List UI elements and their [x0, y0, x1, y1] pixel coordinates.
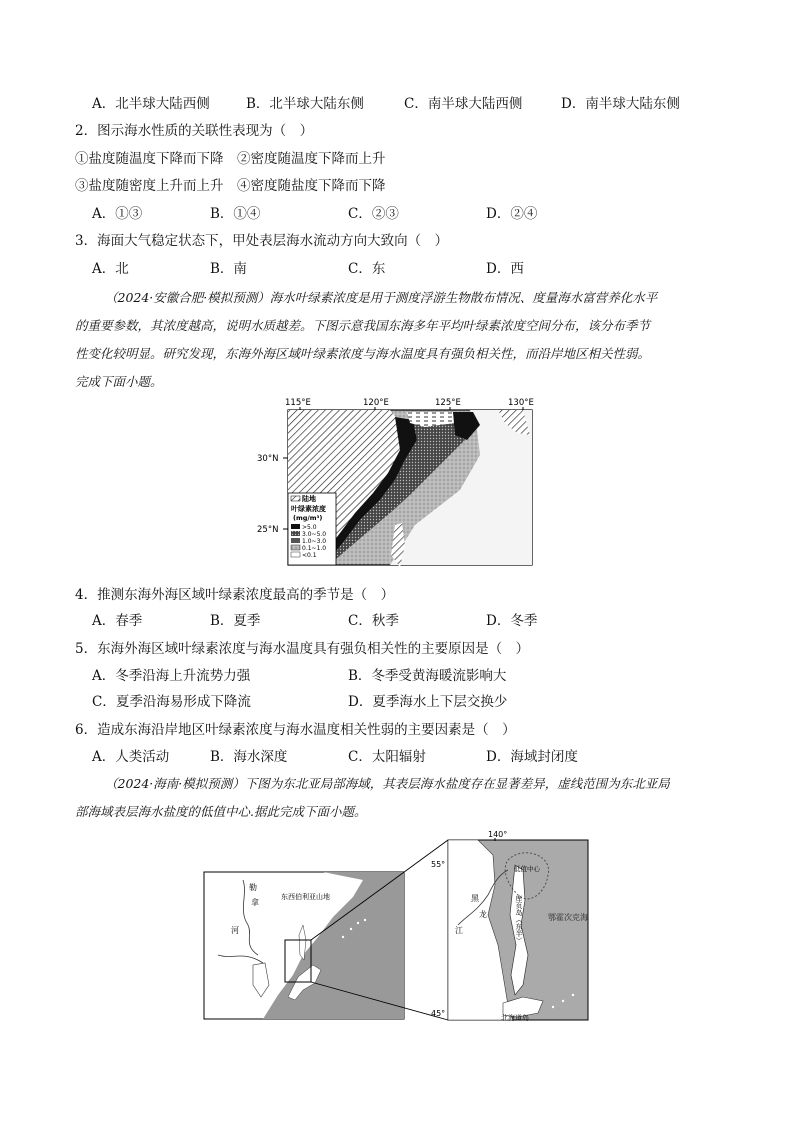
right-river-c: 江	[455, 926, 463, 935]
lon-label-140: 140°	[488, 830, 508, 839]
left-river-a: 勒	[249, 883, 257, 892]
q3-option-b[interactable]: B．南	[210, 261, 247, 277]
q6-option-a[interactable]: A．人类活动	[92, 749, 170, 765]
detail-map	[431, 830, 588, 1022]
q5-option-b[interactable]: B．冬季受黄海暖流影响大	[348, 668, 507, 684]
q2-option-c[interactable]: C．②③	[348, 206, 399, 222]
q4-option-c[interactable]: C．秋季	[348, 613, 399, 629]
hokkaido-label: 北海道岛	[501, 1014, 529, 1022]
lon-label-120: 120°E	[363, 398, 389, 408]
legend-class-5: <0.1	[302, 552, 317, 559]
lon-label-130: 130°E	[508, 398, 534, 408]
q3-stem: 3．海面大气稳定状态下，甲处表层海水流动方向大致向（ ）	[75, 233, 449, 249]
map-legend	[288, 493, 336, 565]
q5-option-c[interactable]: C．夏季沿海易形成下降流	[92, 694, 251, 710]
left-river-c: 河	[231, 926, 239, 935]
lat-label-30: 30°N	[257, 454, 279, 464]
q6-stem: 6．造成东海沿岸地区叶绿素浓度与海水温度相关性弱的主要因素是（ ）	[75, 722, 516, 738]
legend-class-2: 3.0~5.0	[302, 531, 327, 538]
passage-2	[75, 770, 725, 826]
q1-option-d[interactable]: D．南半球大陆东侧	[561, 96, 680, 112]
q4-option-a[interactable]: A．春季	[92, 613, 143, 629]
passage-1	[75, 284, 725, 396]
lon-label-115: 115°E	[285, 398, 311, 408]
right-river-b: 龙	[479, 910, 487, 919]
legend-title: 叶绿素浓度	[291, 505, 326, 513]
passage-1-line-3: 性变化较明显。研究发现，东海外海区域叶绿素浓度与海水温度具有强负相关性，而沿岸地区相关性弱。	[75, 346, 651, 361]
q4-stem: 4．推测东海外海区域叶绿素浓度最高的季节是（ ）	[75, 587, 395, 603]
q4-option-b[interactable]: B．夏季	[210, 613, 261, 629]
q4-option-d[interactable]: D．冬季	[486, 613, 538, 629]
legend-class-1: >5.0	[302, 524, 317, 531]
left-mountains: 东西伯利亚山地	[281, 893, 330, 901]
q5-option-d[interactable]: D．夏季海水上下层交换少	[348, 694, 508, 710]
legend-class-3: 1.0~3.0	[302, 538, 327, 545]
legend-class-4: 0.1~1.0	[302, 545, 327, 552]
left-river-b: 拿	[251, 898, 259, 907]
q2-option-b[interactable]: B．①④	[210, 206, 261, 222]
q2-statement-2: ③盐度随密度上升而上升 ④密度随盐度下降而下降	[75, 178, 386, 194]
q3-option-d[interactable]: D．西	[486, 261, 524, 277]
legend-unit: (mg/m³)	[293, 514, 323, 522]
okhotsk-sea-label: 鄂霍次克海	[548, 913, 588, 922]
q2-stem: 2．图示海水性质的关联性表现为（ ）	[75, 123, 314, 139]
passage-2-line-2: 部海域表层海水盐度的低值中心.据此完成下面小题。	[75, 804, 367, 819]
q6-option-b[interactable]: B．海水深度	[210, 749, 288, 765]
lat-label-25: 25°N	[257, 525, 279, 535]
q2-statement-1: ①盐度随温度下降而下降 ②密度随温度下降而上升	[75, 151, 386, 167]
passage-2-line-1: （2024·海南·模拟预测）下图为东北亚局部海域，其表层海水盐度存在显著差异，虚线范围为东北亚局	[105, 776, 670, 791]
lat-label-45: 45°	[431, 1009, 446, 1018]
q1-option-c[interactable]: C．南半球大陆西侧	[404, 96, 523, 112]
q5-option-a[interactable]: A．冬季沿海上升流势力强	[92, 668, 251, 684]
low-center-label: 低值中心	[514, 865, 540, 873]
island-label: 库页岛（东半）	[515, 895, 523, 944]
q3-option-a[interactable]: A．北	[92, 261, 129, 277]
q6-option-d[interactable]: D．海域封闭度	[486, 749, 578, 765]
legend-land: 陆地	[302, 495, 316, 503]
q1-option-a[interactable]: A．北半球大陆西侧	[92, 96, 210, 112]
passage-1-line-1: （2024·安徽合肥·模拟预测）海水叶绿素浓度是用于测度浮游生物散布情况、度量海水富营养化水平	[105, 290, 658, 305]
chlorophyll-map	[255, 395, 540, 575]
right-river-a: 黑	[471, 894, 479, 903]
lat-label-55: 55°	[431, 860, 446, 869]
passage-1-line-2: 的重要参数，其浓度越高，说明水质越差。下图示意我国东海多年平均叶绿素浓度空间分布，该分布季节	[75, 318, 651, 333]
q6-option-c[interactable]: C．太阳辐射	[348, 749, 426, 765]
q2-option-d[interactable]: D．②④	[486, 206, 538, 222]
q5-stem: 5．东海外海区域叶绿素浓度与海水温度具有强负相关性的主要原因是（ ）	[75, 641, 530, 657]
q2-option-a[interactable]: A．①③	[92, 206, 143, 222]
northeast-asia-map	[203, 825, 593, 1025]
q3-option-c[interactable]: C．东	[348, 261, 386, 277]
passage-1-line-4: 完成下面小题。	[75, 374, 163, 389]
q1-option-b[interactable]: B．北半球大陆东侧	[246, 96, 364, 112]
lon-label-125: 125°E	[435, 398, 461, 408]
